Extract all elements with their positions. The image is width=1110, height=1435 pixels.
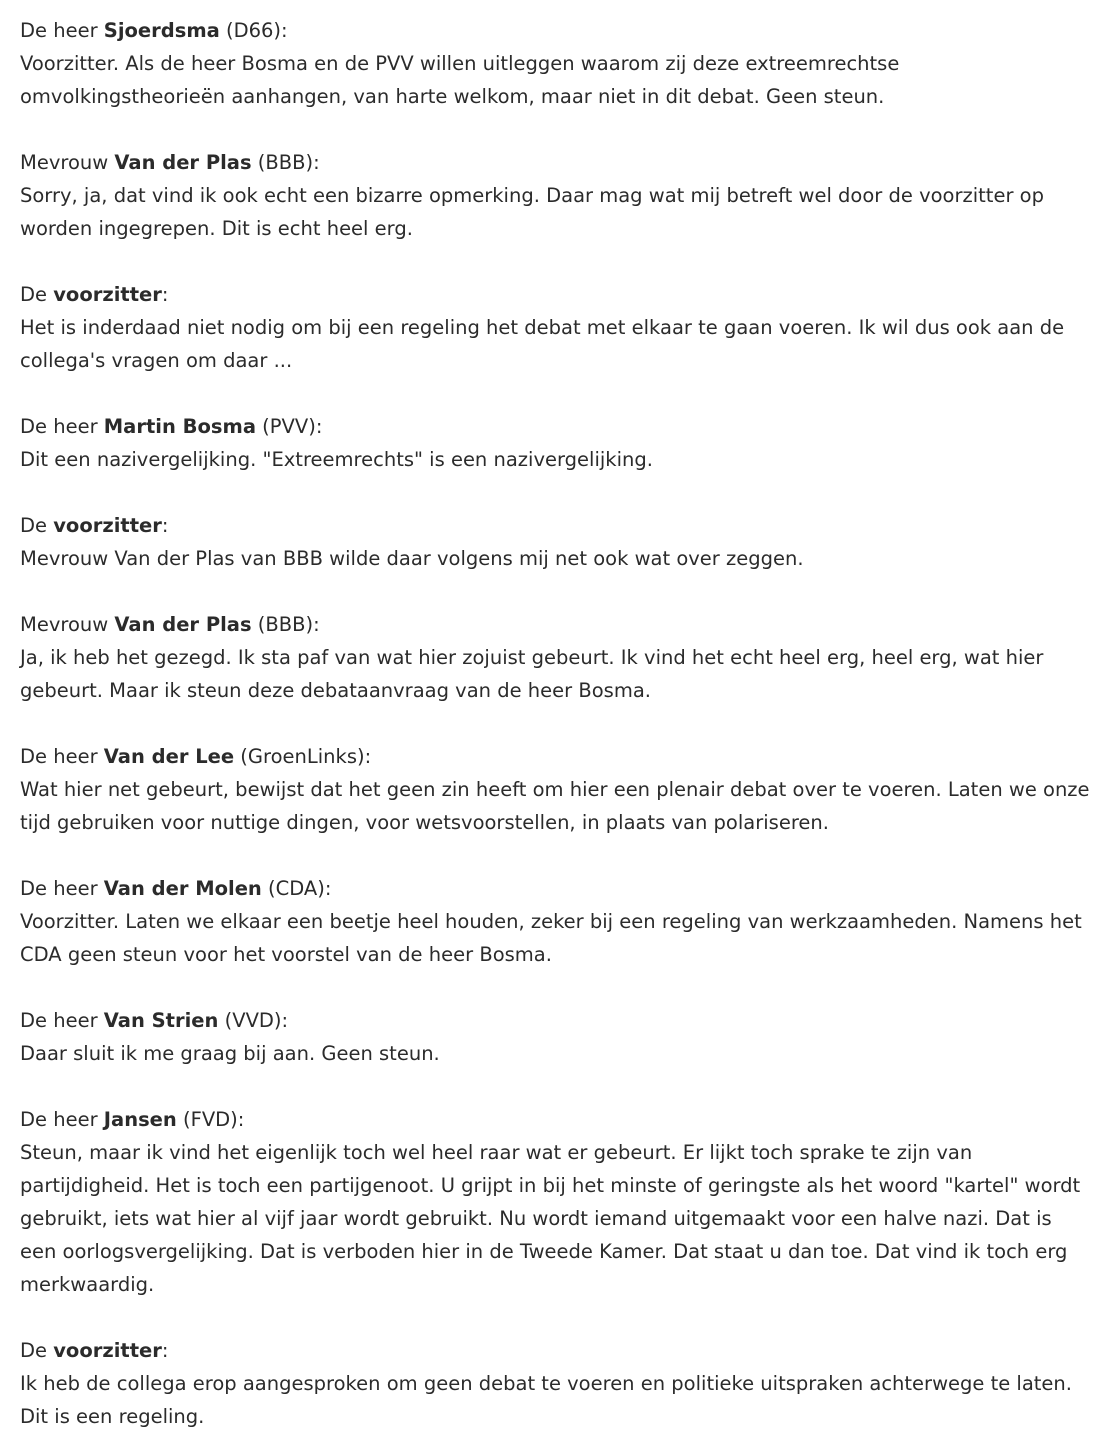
speech-text: Sorry, ja, dat vind ik ook echt een bizarre opmerking. Daar mag wat mij betreft wel door de voorzitter op worden ingegrepen. Dit is echt heel erg.: [20, 184, 1044, 240]
speaker-party: :: [161, 283, 169, 306]
speaker-party: (D66):: [219, 19, 288, 42]
speech-entry: [20, 278, 1090, 377]
speaker-line: [20, 14, 1090, 47]
speech-entry: [20, 146, 1090, 245]
speaker-name: Jansen: [103, 1108, 177, 1131]
speech-entry: [20, 14, 1090, 113]
speaker-name: Van der Plas: [114, 151, 252, 174]
speaker-party: (PVV):: [255, 415, 323, 438]
speech-text: Voorzitter. Laten we elkaar een beetje heel houden, zeker bij een regeling van werkzaamheden. Namens het CDA geen steun voor het voorstel van de heer Bosma.: [20, 910, 1082, 966]
speech-text: Mevrouw Van der Plas van BBB wilde daar volgens mij net ook wat over zeggen.: [20, 547, 804, 570]
speaker-line: [20, 278, 1090, 311]
speech-entry: [20, 410, 1090, 476]
speaker-line: [20, 740, 1090, 773]
speech-text: Ik heb de collega erop aangesproken om geen debat te voeren en politieke uitspraken achterwege te laten. Dit is een regeling.: [20, 1372, 1072, 1428]
speaker-party: (GroenLinks):: [234, 745, 372, 768]
speaker-title: De heer: [20, 19, 104, 42]
speech-text: Ja, ik heb het gezegd. Ik sta paf van wat hier zojuist gebeurt. Ik vind het echt heel erg, heel erg, wat hier gebeurt. Maar ik steun deze debataanvraag van de heer Bosma.: [20, 646, 1044, 702]
speech-text: Het is inderdaad niet nodig om bij een regeling het debat met elkaar te gaan voeren. Ik wil dus ook aan de collega's vragen om daar ...: [20, 316, 1065, 372]
speaker-line: [20, 410, 1090, 443]
speaker-party: (CDA):: [261, 877, 332, 900]
speaker-line: [20, 1004, 1090, 1037]
speaker-party: :: [161, 514, 169, 537]
speaker-title: De heer: [20, 877, 104, 900]
speaker-party: (BBB):: [251, 613, 320, 636]
speaker-party: :: [161, 1339, 169, 1362]
speech-entry: [20, 1004, 1090, 1070]
speaker-party: (VVD):: [218, 1009, 289, 1032]
speaker-title: De heer: [20, 1009, 104, 1032]
speaker-title: De heer: [20, 415, 104, 438]
speech-text: Voorzitter. Als de heer Bosma en de PVV willen uitleggen waarom zij deze extreemrechtse omvolkingstheorieën aanhangen, van harte welkom, maar niet in dit debat. Geen steun.: [20, 52, 900, 108]
speaker-line: [20, 1103, 1090, 1136]
speaker-line: [20, 509, 1090, 542]
speaker-line: [20, 872, 1090, 905]
speech-entry: [20, 872, 1090, 971]
speaker-line: [20, 1334, 1090, 1367]
speaker-name: Martin Bosma: [103, 415, 256, 438]
speech-entry: [20, 740, 1090, 839]
speaker-line: [20, 608, 1090, 641]
speaker-title: De: [20, 1339, 54, 1362]
speech-text: Dit een nazivergelijking. "Extreemrechts" is een nazivergelijking.: [20, 448, 653, 471]
speaker-title: Mevrouw: [20, 613, 115, 636]
speaker-name: Sjoerdsma: [103, 19, 220, 42]
speaker-party: (BBB):: [251, 151, 320, 174]
speech-text: Wat hier net gebeurt, bewijst dat het geen zin heeft om hier een plenair debat over te voeren. Laten we onze tijd gebruiken voor nuttige dingen, voor wetsvoorstellen, in plaats van polariseren.: [20, 778, 1090, 834]
speaker-name: Van Strien: [103, 1009, 219, 1032]
speaker-name: voorzitter: [53, 514, 162, 537]
speaker-title: De: [20, 514, 54, 537]
speech-entry: [20, 1334, 1090, 1433]
speaker-name: voorzitter: [53, 283, 162, 306]
speaker-party: (FVD):: [176, 1108, 245, 1131]
speech-entry: [20, 608, 1090, 707]
speaker-name: Van der Molen: [103, 877, 262, 900]
speaker-line: [20, 146, 1090, 179]
speaker-title: Mevrouw: [20, 151, 115, 174]
speech-entry: [20, 509, 1090, 575]
speaker-title: De heer: [20, 745, 104, 768]
speaker-title: De: [20, 283, 54, 306]
speech-text: Steun, maar ik vind het eigenlijk toch wel heel raar wat er gebeurt. Er lijkt toch sprake te zijn van partijdigheid. Het is toch een partijgenoot. U grijpt in bij het minste of geringste als het woord "kartel" wordt gebruikt, iets wat hier al vijf jaar wordt gebruikt. Nu wordt iemand uitgemaakt voor een halve nazi. Dat is een oorlogsvergelijking. Dat is verboden hier in de Tweede Kamer. Dat staat u dan toe. Dat vind ik toch erg merkwaardig.: [20, 1141, 1081, 1296]
speaker-name: voorzitter: [53, 1339, 162, 1362]
speaker-title: De heer: [20, 1108, 104, 1131]
speaker-name: Van der Plas: [114, 613, 252, 636]
speaker-name: Van der Lee: [103, 745, 235, 768]
speech-entry: [20, 1103, 1090, 1301]
speech-text: Daar sluit ik me graag bij aan. Geen steun.: [20, 1042, 440, 1065]
